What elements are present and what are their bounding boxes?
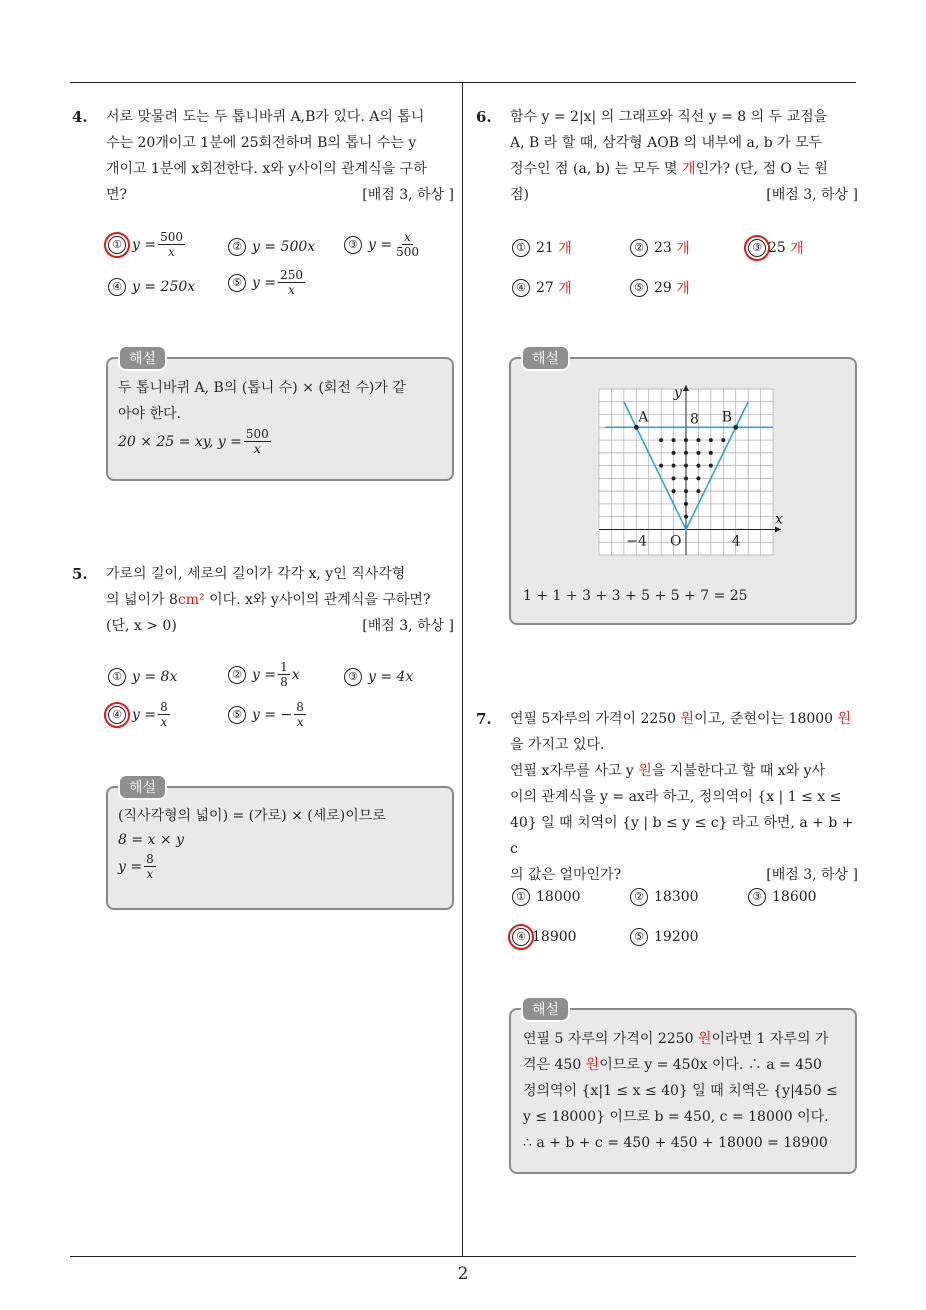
option-2[interactable]: ② y = 500x (228, 238, 315, 256)
x-axis-label: x (775, 511, 783, 528)
option-number: ③ (344, 668, 362, 686)
question-line: A, B 라 할 때, 삼각형 AOB 의 내부에 a, b 가 모두 (510, 135, 823, 151)
solution-box (106, 780, 454, 910)
lattice-point (659, 464, 663, 468)
column-divider (462, 82, 463, 1256)
fraction: $\frac{250}{x}$ (280, 268, 303, 297)
option-1[interactable]: ① 21 개 (512, 238, 572, 258)
fraction: $\frac{500}{x}$ (245, 427, 269, 456)
lattice-point (709, 451, 713, 455)
question-line: 수는 20개이고 1분에 25회전하며 B의 톱니 수는 y (106, 135, 417, 151)
fraction: $\frac{500}{x}$ (160, 230, 183, 259)
points-label: [배점 3, 하상 ] (766, 187, 858, 203)
question-number: 6. (476, 108, 492, 126)
solution-line: 두 톱니바퀴 A, B의 (톱니 수) × (회전 수)가 같 (118, 380, 406, 396)
option-number: ③ (748, 239, 766, 257)
origin-label: O (670, 533, 682, 550)
option-2[interactable]: ② y = $\frac{1}{8}$ x (228, 660, 300, 689)
intersection-point (733, 425, 738, 430)
points-label: [배점 3, 하상 ] (766, 867, 858, 883)
option-5[interactable]: ⑤ 29 개 (630, 278, 690, 298)
unit-label: cm² (177, 592, 205, 608)
lattice-point (696, 464, 700, 468)
solution-line: ∴ a + b + c = 450 + 450 + 18000 = 18900 (523, 1135, 828, 1151)
option-3[interactable]: ③ 18600 (748, 888, 817, 906)
question-line: 서로 맞물려 도는 두 톱니바퀴 A,B가 있다. A의 톱니 (106, 109, 425, 125)
lattice-point (672, 464, 676, 468)
fraction: $\frac{1}{8}$ (280, 660, 288, 689)
option-number: ③ (748, 888, 766, 906)
y-axis-label: y (674, 385, 682, 401)
option-1[interactable]: ① y = $\frac{500}{x}$ (108, 230, 187, 259)
fraction: $\frac{8}{x}$ (296, 700, 304, 729)
lattice-point (684, 451, 688, 455)
lattice-point (672, 438, 676, 442)
option-number: ⑤ (630, 928, 648, 946)
option-4[interactable]: ④ 27 개 (512, 278, 572, 298)
option-number: ④ (108, 278, 126, 296)
question-number: 5. (72, 565, 88, 583)
option-4[interactable]: ④ y = $\frac{8}{x}$ (108, 700, 172, 729)
question-line: 40} 일 때 치역이 {y | b ≤ y ≤ c} 라고 하면, a + b + c (510, 815, 854, 857)
option-number: ⑤ (228, 706, 246, 724)
lattice-point (684, 476, 688, 480)
lattice-point (696, 476, 700, 480)
fraction: $\frac{x}{500}$ (396, 230, 419, 259)
question-number: 4. (72, 108, 88, 126)
option-number: ① (108, 236, 126, 254)
answer-mark (104, 702, 130, 728)
solution-box (106, 351, 454, 481)
option-number: ③ (344, 236, 362, 254)
question-number: 7. (476, 710, 492, 728)
lattice-point (709, 438, 713, 442)
option-number: ① (108, 668, 126, 686)
option-number: ② (630, 239, 648, 257)
solution-line: 정의역이 {x|1 ≤ x ≤ 40} 일 때 치역은 {y|450 ≤ (523, 1083, 838, 1099)
lattice-point (684, 438, 688, 442)
point-label-a: A (638, 409, 649, 426)
solution-line: (직사각형의 넓이) = (가로) × (세로)이므로 (118, 808, 386, 824)
option-number: ② (228, 238, 246, 256)
solution-line: y = (118, 858, 143, 875)
lattice-point (721, 438, 725, 442)
answer-mark (104, 232, 130, 258)
bottom-rule (70, 1256, 856, 1257)
option-number: ④ (512, 279, 530, 297)
question-line: 면? (106, 187, 128, 203)
lattice-point (672, 451, 676, 455)
solution-box (509, 351, 857, 625)
option-5[interactable]: ⑤ y = − $\frac{8}{x}$ (228, 700, 308, 729)
option-number: ⑤ (228, 274, 246, 292)
solution-tag: 해설 (521, 345, 570, 371)
solution-line: 아야 한다. (118, 406, 181, 422)
option-1[interactable]: ① y = 8x (108, 668, 177, 686)
option-4[interactable]: ④ 18900 (512, 928, 577, 946)
option-2[interactable]: ② 18300 (630, 888, 699, 906)
option-number: ② (630, 888, 648, 906)
option-1[interactable]: ① 18000 (512, 888, 581, 906)
question-line: 개이고 1분에 x회전한다. x와 y사이의 관계식을 구하 (106, 161, 427, 177)
top-rule (70, 82, 856, 83)
lattice-point (684, 489, 688, 493)
option-3[interactable]: ③ y = 4x (344, 668, 413, 686)
points-label: [배점 3, 하상 ] (362, 187, 454, 203)
tick-label-8: 8 (690, 411, 699, 428)
option-number: ① (512, 239, 530, 257)
solution-tag: 해설 (521, 996, 570, 1022)
solution-tag: 해설 (118, 345, 167, 371)
option-4[interactable]: ④ y = 250x (108, 278, 195, 296)
option-number: ④ (108, 706, 126, 724)
fraction: $\frac{8}{x}$ (160, 700, 168, 729)
solution-line: 20 × 25 = xy, y = (118, 433, 242, 450)
option-number: ② (228, 666, 246, 684)
lattice-point (684, 515, 688, 519)
question-line: 이의 관계식을 y = ax라 하고, 정의역이 {x | 1 ≤ x ≤ (510, 789, 842, 805)
answer-mark (508, 924, 534, 950)
option-3[interactable]: ③ y = $\frac{x}{500}$ (344, 230, 423, 259)
option-number: ④ (512, 928, 530, 946)
option-number: ⑤ (630, 279, 648, 297)
lattice-point (672, 476, 676, 480)
lattice-point (696, 438, 700, 442)
intersection-point (634, 425, 639, 430)
points-label: [배점 3, 하상 ] (362, 618, 454, 634)
lattice-point (696, 489, 700, 493)
question-line: 가로의 길이, 세로의 길이가 각각 x, y인 직사각형 (106, 566, 406, 582)
option-2[interactable]: ② 23 개 (630, 238, 690, 258)
fraction: $\frac{8}{x}$ (146, 852, 154, 881)
solution-line: 1 + 1 + 3 + 3 + 5 + 5 + 7 = 25 (523, 588, 748, 604)
solution-line: y ≤ 18000} 이므로 b = 450, c = 18000 이다. (523, 1109, 829, 1125)
tick-label-neg4: −4 (626, 533, 647, 550)
option-number: ① (512, 888, 530, 906)
point-label-b: B (721, 409, 733, 426)
tick-label-4: 4 (731, 533, 741, 550)
page-number: 2 (457, 1264, 469, 1284)
option-3[interactable]: ③ 25 개 (748, 238, 804, 258)
y-axis-arrow (683, 385, 689, 391)
lattice-point (696, 451, 700, 455)
question-line: 을 가지고 있다. (510, 737, 605, 753)
lattice-point (709, 464, 713, 468)
solution-box: 해설 연필 5 자루의 가격이 2250 원이라면 1 자루의 가 격은 450 원이므로 y = 450x 이다. ∴ a = 450 정의역이 {x|1 ≤ x ≤ 40} 일 때 치역은 {y|450 ≤ y ≤ 18000} 이므로 b = 450, c = 18000 이다. ∴ a + b + c = 450 + 450 + 18000 = 18900 (509, 1008, 857, 1174)
lattice-point (684, 502, 688, 506)
solution-tag: 해설 (118, 774, 167, 800)
solution-line: 8 = x × y (118, 832, 184, 848)
lattice-point (659, 438, 663, 442)
question-line: 함수 y = 2|x| 의 그래프와 직선 y = 8 의 두 교점을 (510, 109, 828, 125)
lattice-point (672, 489, 676, 493)
lattice-point (684, 464, 688, 468)
answer-mark (744, 235, 770, 261)
graph (589, 383, 789, 563)
option-5[interactable]: ⑤ 19200 (630, 928, 699, 946)
option-5[interactable]: ⑤ y = $\frac{250}{x}$ (228, 268, 307, 297)
